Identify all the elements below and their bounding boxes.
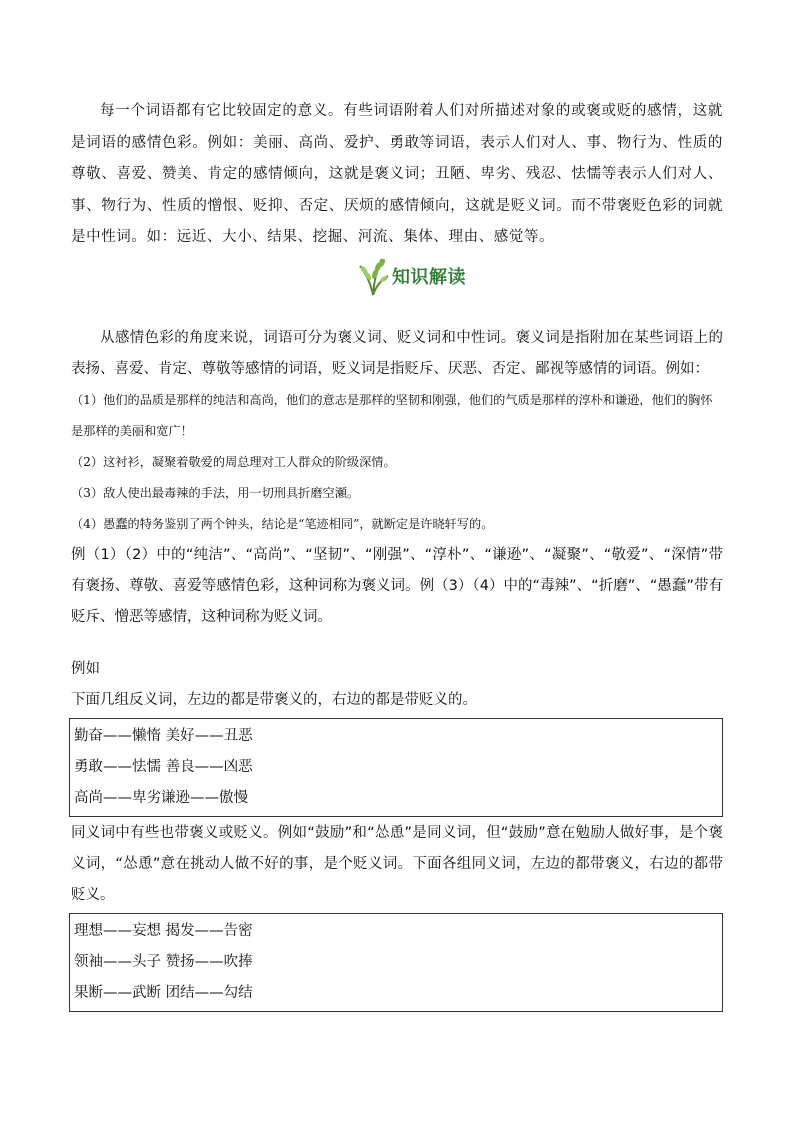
main-content [71, 323, 723, 1013]
intro-paragraph: 每一个词语都有它比较固定的意义。有些词语附着人们对所描述对象的或褒或贬的感情，这就是词语的感情色彩。例如：美丽、高尚、爱护、勇敢等词语，表示人们对人、事、物行为、性质的尊敬、喜爱、赞美、肯定的感情倾向，这就是褒义词；丑陋、卑劣、残忍、怯懦等表示人们对人、事、物行为、性质的憎恨、贬抑、否定、厌烦的感情倾向，这就是贬义词。而不带褒贬色彩的词就是中性词。如：远近、大小、结果、挖掘、河流、集体、理由、感觉等。 [71, 103, 723, 245]
section-heading-title: 知识解读 [392, 267, 466, 288]
example-label: 例如 [71, 661, 100, 677]
antonym-row: 勇敢——怯懦 善良——凶恶 [74, 759, 253, 775]
example-sentence: （3）敌人使出最毒辣的手法，用一切刑具折磨空瀬。 [71, 486, 360, 500]
antonym-intro: 下面几组反义词，左边的都是带褒义的，右边的都是带贬义的。 [71, 692, 477, 708]
synonym-row: 理想——妄想 揭发——告密 [74, 923, 253, 939]
synonym-row: 果断——武断 团结——勾结 [74, 985, 253, 1001]
explanation-paragraph: 从感情色彩的角度来说，词语可分为褒义词、贬义词和中性词。褒义词是指附加在某些词语上的表扬、喜爱、肯定、尊敬等感情的词语，贬义词是指贬斥、厌恶、否定、鄙视等感情的词语。例如： [71, 330, 723, 377]
example-sentence: （4）愚蠢的特务鉴别了两个钟头，结论是“笔迹相同”，就断定是许晓轩写的。 [71, 517, 494, 531]
wheat-leaf-icon [356, 256, 390, 296]
example-sentence: （1）他们的品质是那样的纯洁和高尚，他们的意志是那样的坚韧和刚强，他们的气质是那样的淳朴和谦逊，他们的胸怀是那样的美丽和宽广！ [71, 393, 713, 438]
analysis-paragraph: 例（1）（2）中的“纯洁”、“高尚”、“坚韧”、“刚强”、“淳朴”、“谦逊”、“凝聚”、“敬爱”、“深情”带有褒扬、尊敬、喜爱等感情色彩，这种词称为褒义词。例（3）（4）中的“毒辣”、“折磨”、“愚蠢”带有贬斥、憎恶等感情，这种词称为贬义词。 [71, 547, 723, 625]
synonym-box [69, 913, 723, 1012]
section-heading [356, 256, 466, 296]
synonym-row: 领袖——头子 赞扬——吹捧 [74, 954, 253, 970]
example-sentence: （2）这衬衫，凝聚着敬爱的周总理对工人群众的阶级深情。 [71, 455, 396, 469]
synonym-intro: 同义词中有些也带褒义或贬义。例如“鼓励”和“怂恿”是同义词，但“鼓励”意在勉励人做好事，是个褒义词，“怂恿”意在挑动人做不好的事，是个贬义词。下面各组同义词，左边的都带褒义，右边的都带贬义。 [71, 825, 723, 903]
antonym-box [69, 718, 723, 817]
antonym-row: 勤奋——懒惰 美好——丑恶 [74, 728, 253, 744]
antonym-row: 高尚——卑劣谦逊——傲慢 [74, 790, 248, 806]
